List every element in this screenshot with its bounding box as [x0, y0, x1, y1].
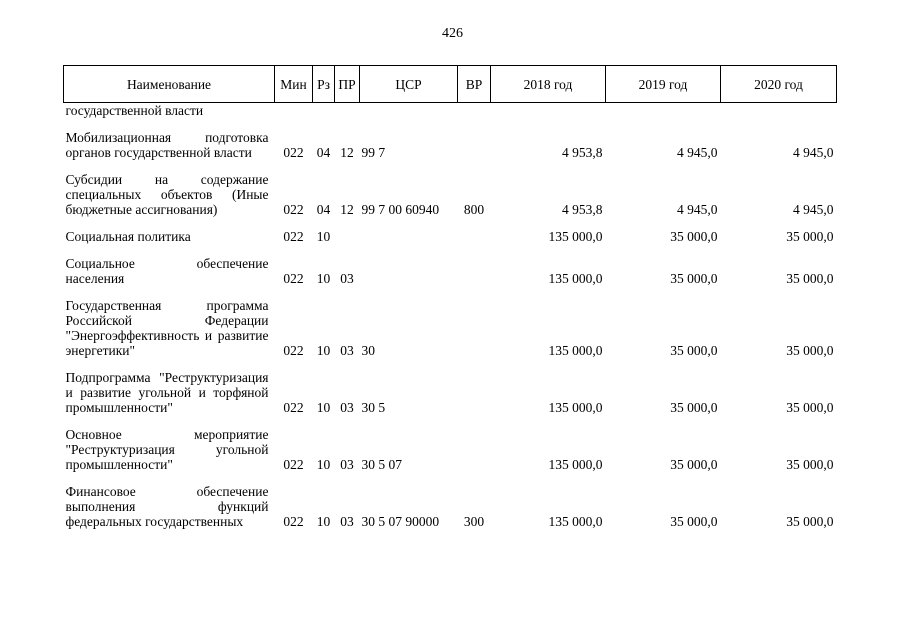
- cell-vr: 300: [463, 514, 485, 529]
- cell-rz: 04: [316, 202, 331, 217]
- cell-min: 022: [283, 457, 304, 472]
- cell-name: Субсидии на содержание специальных объектов (Иные бюджетные ассигнования): [65, 172, 269, 217]
- cell-vr: 800: [463, 202, 485, 217]
- budget-table: [63, 65, 837, 529]
- row-spacer-cell: [64, 415, 837, 427]
- table-row: [64, 370, 837, 415]
- header-pr: ПР: [335, 66, 360, 103]
- cell-y2019: 35 000,0: [670, 271, 718, 286]
- cell-y2020: 35 000,0: [786, 400, 834, 415]
- table-row: [64, 427, 837, 472]
- cell-y2018: 135 000,0: [548, 343, 603, 358]
- cell-csr: 30 5 07: [361, 457, 402, 472]
- cell-y2018: [491, 103, 606, 119]
- cell-min: 022: [283, 514, 304, 529]
- header-name: Наименование: [64, 66, 275, 103]
- row-spacer-cell: [64, 286, 837, 298]
- cell-y2019: 35 000,0: [670, 229, 718, 244]
- row-spacer-cell: [64, 217, 837, 229]
- cell-y2018: 135 000,0: [548, 229, 603, 244]
- cell-y2019: [606, 103, 721, 119]
- table-body: [64, 103, 837, 530]
- cell-vr: [458, 130, 491, 160]
- table-row: [64, 484, 837, 529]
- row-spacer-cell: [64, 358, 837, 370]
- cell-pr: 03: [340, 271, 354, 286]
- cell-pr: 03: [340, 514, 354, 529]
- cell-y2020: 35 000,0: [786, 271, 834, 286]
- cell-name: Финансовое обеспечение выполнения функций федеральных государственных: [65, 484, 269, 529]
- cell-rz: [313, 103, 335, 119]
- cell-name: Социальное обеспечение населения: [65, 256, 269, 286]
- cell-pr: [335, 103, 360, 119]
- row-spacer: [64, 118, 837, 130]
- cell-pr: 03: [340, 343, 354, 358]
- cell-pr: 12: [340, 145, 354, 160]
- cell-y2020: 4 945,0: [793, 145, 834, 160]
- cell-name: Государственная программа Российской Федерации "Энергоэффективность и развитие энергетики": [65, 298, 269, 358]
- table-row: [64, 298, 837, 358]
- header-2020: 2020 год: [721, 66, 837, 103]
- cell-min: 022: [283, 229, 304, 244]
- cell-y2018: 135 000,0: [548, 514, 603, 529]
- cell-y2018: 135 000,0: [548, 457, 603, 472]
- cell-min: 022: [283, 202, 304, 217]
- cell-y2020: 35 000,0: [786, 514, 834, 529]
- table-row: [64, 130, 837, 160]
- cell-name: Подпрограмма "Реструктуризация и развитие угольной и торфяной промышленности": [65, 370, 269, 415]
- cell-y2019: 35 000,0: [670, 514, 718, 529]
- cell-rz: 10: [316, 457, 331, 472]
- cell-csr: [360, 103, 458, 119]
- cell-vr: [458, 229, 491, 244]
- table-row: [64, 256, 837, 286]
- cell-min: 022: [283, 400, 304, 415]
- cell-rz: 10: [316, 514, 331, 529]
- header-2019: 2019 год: [606, 66, 721, 103]
- header-2018: 2018 год: [491, 66, 606, 103]
- cell-csr: [360, 256, 458, 286]
- header-vr: ВР: [458, 66, 491, 103]
- cell-rz: 10: [316, 271, 331, 286]
- row-spacer-cell: [64, 244, 837, 256]
- cell-name: Основное мероприятие "Реструктуризация угольной промышленности": [65, 427, 269, 472]
- cell-rz: 10: [316, 343, 331, 358]
- cell-rz: 10: [316, 400, 331, 415]
- cell-min: [275, 103, 313, 119]
- cell-y2018: 4 953,8: [562, 202, 603, 217]
- cell-csr: 99 7: [361, 145, 386, 160]
- cell-pr: [335, 229, 360, 244]
- cell-y2019: 35 000,0: [670, 400, 718, 415]
- cell-vr: [458, 103, 491, 119]
- cell-min: 022: [283, 145, 304, 160]
- row-spacer: [64, 472, 837, 484]
- cell-name: государственной власти: [65, 103, 204, 118]
- table-row: [64, 172, 837, 217]
- cell-pr: 03: [340, 400, 354, 415]
- table-row: [64, 229, 837, 244]
- cell-y2019: 4 945,0: [677, 145, 718, 160]
- cell-pr: 12: [340, 202, 354, 217]
- cell-csr: 30 5: [361, 400, 386, 415]
- row-spacer-cell: [64, 160, 837, 172]
- cell-min: 022: [283, 343, 304, 358]
- cell-vr: [458, 256, 491, 286]
- cell-csr: 30 5 07 90000: [361, 514, 440, 529]
- row-spacer: [64, 286, 837, 298]
- cell-y2020: 35 000,0: [786, 229, 834, 244]
- cell-rz: 04: [316, 145, 331, 160]
- cell-rz: 10: [316, 229, 331, 244]
- header-rz: Рз: [313, 66, 335, 103]
- cell-y2019: 35 000,0: [670, 343, 718, 358]
- cell-y2020: 4 945,0: [793, 202, 834, 217]
- row-spacer: [64, 244, 837, 256]
- cell-vr: [458, 370, 491, 415]
- cell-y2020: 35 000,0: [786, 457, 834, 472]
- cell-y2020: 35 000,0: [786, 343, 834, 358]
- table-header: [64, 66, 837, 103]
- cell-name: Мобилизационная подготовка органов государственной власти: [65, 130, 269, 160]
- cell-y2019: 4 945,0: [677, 202, 718, 217]
- cell-min: 022: [283, 271, 304, 286]
- header-min: Мин: [275, 66, 313, 103]
- cell-y2020: [721, 103, 837, 119]
- row-spacer-cell: [64, 118, 837, 130]
- row-spacer-cell: [64, 472, 837, 484]
- cell-name: Социальная политика: [65, 229, 191, 244]
- cell-csr: [360, 229, 458, 244]
- cell-csr: 99 7 00 60940: [361, 202, 440, 217]
- header-csr: ЦСР: [360, 66, 458, 103]
- row-spacer: [64, 358, 837, 370]
- cell-y2018: 4 953,8: [562, 145, 603, 160]
- cell-csr: 30: [361, 343, 375, 358]
- table-row: [64, 103, 837, 119]
- row-spacer: [64, 415, 837, 427]
- cell-vr: [458, 298, 491, 358]
- cell-y2018: 135 000,0: [548, 400, 603, 415]
- cell-pr: 03: [340, 457, 354, 472]
- page-number: 426: [442, 26, 463, 41]
- cell-y2019: 35 000,0: [670, 457, 718, 472]
- cell-vr: [458, 427, 491, 472]
- row-spacer: [64, 217, 837, 229]
- row-spacer: [64, 160, 837, 172]
- cell-y2018: 135 000,0: [548, 271, 603, 286]
